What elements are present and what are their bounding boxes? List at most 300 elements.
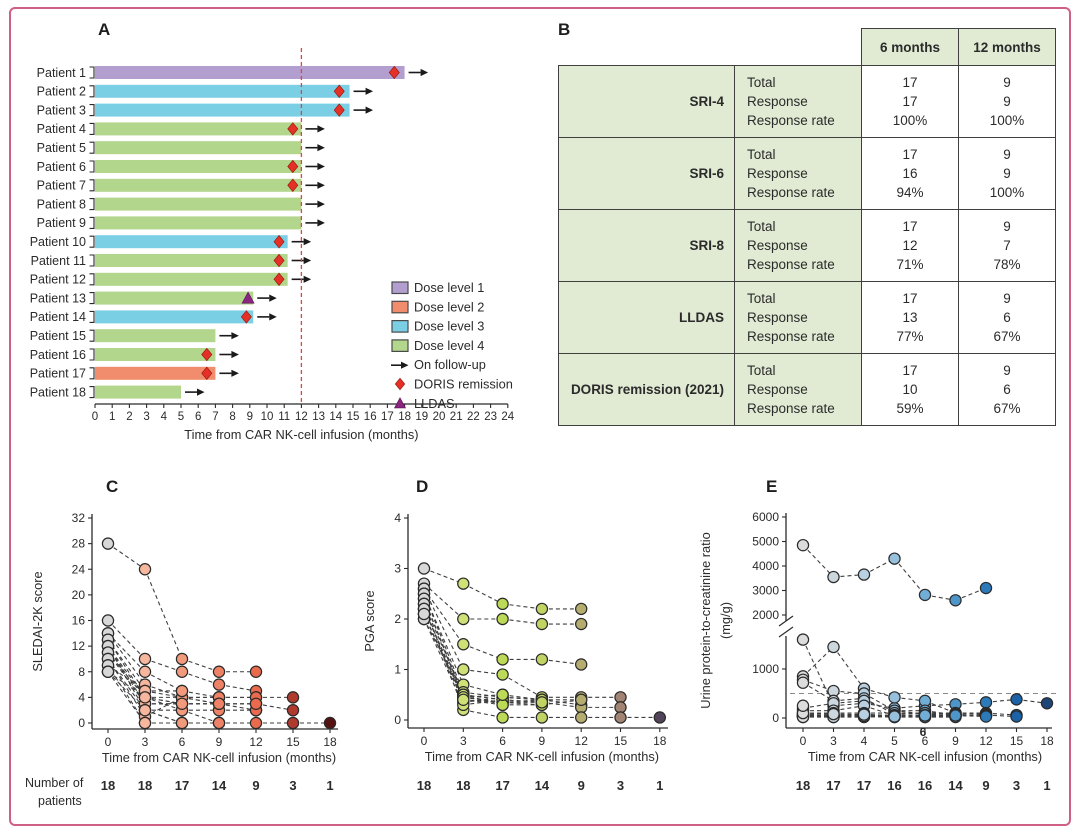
data-point xyxy=(139,653,150,664)
x-tick-label: 20 xyxy=(432,411,446,423)
x-tick-label: 5 xyxy=(891,734,898,748)
data-point xyxy=(797,677,808,688)
x-tick-label: 7 xyxy=(212,411,219,423)
data-point xyxy=(102,666,113,677)
y-axis-title: (mg/g) xyxy=(718,602,733,639)
table-empty-corner xyxy=(559,29,862,66)
data-point xyxy=(287,705,298,716)
table-value-cell: 9 6 67% xyxy=(959,282,1056,354)
patient-axis-bracket xyxy=(90,349,95,360)
x-tick-label: 9 xyxy=(246,411,254,423)
series-line xyxy=(895,559,926,595)
number-of-patients-value: 18 xyxy=(137,778,153,793)
dose-bar xyxy=(95,273,288,286)
follow-up-arrow-icon-head xyxy=(317,219,325,226)
data-point xyxy=(950,595,961,606)
y-tick-label: 24 xyxy=(71,562,85,577)
data-point xyxy=(139,666,150,677)
x-tick-label: 12 xyxy=(295,411,308,423)
y-tick-label: 4 xyxy=(394,511,401,525)
number-of-patients-value: 16 xyxy=(887,778,902,793)
x-tick-label: 3 xyxy=(830,734,837,748)
data-point xyxy=(176,717,187,728)
patient-label: Patient 17 xyxy=(29,366,86,381)
follow-up-arrow-icon-head xyxy=(304,238,312,245)
data-point xyxy=(980,582,991,593)
number-of-patients-value: 18 xyxy=(100,778,116,793)
data-point xyxy=(536,712,547,723)
data-point xyxy=(576,603,587,614)
y-tick-label: 6000 xyxy=(752,510,779,524)
dose-bar xyxy=(95,386,181,399)
data-point xyxy=(176,653,187,664)
y-tick-label: 16 xyxy=(71,613,85,628)
dose-bar xyxy=(95,122,301,135)
series-line xyxy=(145,697,182,716)
x-tick-label: 14 xyxy=(329,411,343,423)
data-point xyxy=(828,641,839,652)
number-of-patients-value: 18 xyxy=(456,778,471,793)
series-line xyxy=(463,644,502,659)
data-point xyxy=(176,685,187,696)
data-point xyxy=(213,666,224,677)
patient-label: Patient 11 xyxy=(30,253,86,268)
patient-label: Patient 15 xyxy=(29,329,86,343)
patient-axis-bracket xyxy=(90,217,95,228)
data-point xyxy=(497,669,508,680)
data-point xyxy=(1011,694,1022,705)
series-line xyxy=(145,672,182,691)
data-point xyxy=(919,589,930,600)
data-point xyxy=(536,618,547,629)
series-line xyxy=(803,545,834,577)
dose-bar xyxy=(95,104,350,117)
data-point xyxy=(576,659,587,670)
patient-label: Patient 9 xyxy=(36,216,86,231)
patient-axis-bracket xyxy=(90,161,95,172)
series-line xyxy=(463,584,502,604)
data-point xyxy=(576,712,587,723)
y-tick-label: 12 xyxy=(71,639,85,654)
x-axis-title: Time from CAR NK-cell infusion (months) xyxy=(807,749,1043,764)
data-point xyxy=(458,613,469,624)
data-point xyxy=(858,569,869,580)
data-point xyxy=(497,689,508,700)
x-tick-label: 0 xyxy=(420,734,428,748)
data-point xyxy=(536,654,547,665)
data-point xyxy=(654,712,665,723)
panel-e-upcr-chart xyxy=(680,470,1080,833)
data-point xyxy=(102,538,113,549)
x-tick-label: 13 xyxy=(312,411,325,423)
y-tick-label: 0 xyxy=(78,716,85,730)
data-point xyxy=(139,705,150,716)
patient-axis-bracket xyxy=(90,368,95,379)
number-of-patients-value: 14 xyxy=(948,778,963,793)
x-tick-label: 17 xyxy=(381,411,394,423)
data-point xyxy=(250,717,261,728)
data-point xyxy=(576,618,587,629)
panel-a-swimmer-chart xyxy=(20,20,560,465)
y-tick-label: 0 xyxy=(394,713,401,727)
number-of-patients-value: 14 xyxy=(211,778,227,793)
patient-axis-bracket xyxy=(90,330,95,341)
dose-bar xyxy=(95,329,215,342)
data-point xyxy=(980,697,991,708)
follow-up-arrow-icon-head xyxy=(317,144,325,151)
follow-up-arrow-icon-head xyxy=(317,125,325,132)
y-tick-label: 28 xyxy=(71,536,85,551)
table-group-label: SRI-6 xyxy=(559,138,735,210)
y-tick-label: 8 xyxy=(78,664,85,679)
x-axis-title: Time from CAR NK-cell infusion (months) xyxy=(184,427,419,442)
patient-axis-bracket xyxy=(90,255,95,266)
patient-axis-bracket xyxy=(90,105,95,116)
x-tick-label: 9 xyxy=(952,734,959,748)
legend-label: Dose level 1 xyxy=(414,280,485,295)
follow-up-arrow-icon-head xyxy=(317,163,325,170)
x-tick-label: 1 xyxy=(108,411,116,423)
table-group-label: LLDAS xyxy=(559,282,735,354)
panel-c-label: C xyxy=(106,477,119,496)
x-tick-label: 6 xyxy=(921,734,929,748)
table-metric-cell: Total Response Response rate xyxy=(735,282,862,354)
panel-d-pga-chart xyxy=(350,470,670,833)
patient-label: Patient 8 xyxy=(36,197,86,212)
data-point xyxy=(536,603,547,614)
data-point xyxy=(828,571,839,582)
follow-up-arrow-icon-head xyxy=(269,295,277,302)
data-point xyxy=(213,698,224,709)
patient-label: Patient 12 xyxy=(29,272,86,287)
data-point xyxy=(615,712,626,723)
patient-label: Patient 13 xyxy=(29,291,86,306)
data-point xyxy=(889,553,900,564)
x-tick-label: 0 xyxy=(91,411,99,423)
series-line xyxy=(108,544,145,570)
y-tick-label: 1 xyxy=(394,662,401,677)
data-point xyxy=(797,540,808,551)
x-tick-label: 18 xyxy=(1040,734,1054,748)
number-of-patients-value: 1 xyxy=(1043,778,1051,793)
number-of-patients-value: 17 xyxy=(856,778,872,793)
x-tick-label: 18 xyxy=(323,735,337,749)
patient-axis-bracket xyxy=(90,67,95,78)
data-point xyxy=(828,708,839,719)
number-of-patients-value: 16 xyxy=(917,778,933,793)
follow-up-arrow-icon-head xyxy=(366,88,374,95)
patient-label: Patient 5 xyxy=(36,141,86,155)
series-line xyxy=(424,569,463,584)
patient-label: Patient 2 xyxy=(36,84,86,99)
data-point xyxy=(536,697,547,708)
data-point xyxy=(418,608,429,619)
legend-label: Dose level 4 xyxy=(414,337,485,353)
panel-c-sledai-chart xyxy=(20,470,349,833)
follow-up-arrow-icon-head xyxy=(231,332,239,339)
x-tick-label: 6 xyxy=(194,411,202,423)
number-of-patients-value: 9 xyxy=(252,778,260,793)
x-tick-label: 15 xyxy=(613,734,628,748)
legend-label: On follow-up xyxy=(414,357,486,373)
x-tick-label: 21 xyxy=(449,411,463,423)
legend-label: LLDAS xyxy=(414,395,455,411)
x-tick-label: 12 xyxy=(574,734,588,748)
data-point xyxy=(797,700,808,711)
legend-diamond-icon xyxy=(395,378,405,390)
data-point xyxy=(250,698,261,709)
legend-arrow-icon-head xyxy=(401,362,409,369)
panel-b-response-table xyxy=(558,28,1056,426)
number-of-patients-value: 9 xyxy=(577,778,585,793)
x-tick-label: 18 xyxy=(398,411,411,423)
x-tick-label: 15 xyxy=(286,735,300,749)
patient-label: Patient 3 xyxy=(36,103,86,118)
number-of-patients-value: 17 xyxy=(495,778,510,793)
data-point xyxy=(1041,698,1052,709)
data-point xyxy=(797,634,808,645)
panel-a-label: A xyxy=(98,20,111,39)
y-tick-label: 4000 xyxy=(752,559,779,573)
table-value-cell: 17 10 59% xyxy=(862,354,959,426)
response-rate-table xyxy=(558,28,1056,426)
table-value-cell: 17 13 77% xyxy=(862,282,959,354)
table-metric-cell: Total Response Response rate xyxy=(735,66,862,138)
x-tick-label: 3 xyxy=(143,411,150,423)
patient-label: Patient 16 xyxy=(29,347,86,362)
table-group-label: SRI-8 xyxy=(559,210,735,282)
table-column-header: 12 months xyxy=(959,29,1056,66)
patient-axis-bracket xyxy=(90,180,95,191)
follow-up-arrow-icon-head xyxy=(231,351,239,358)
number-of-patients-value: 14 xyxy=(534,778,550,793)
dose-bar xyxy=(95,216,301,229)
data-point xyxy=(458,578,469,589)
data-point xyxy=(176,666,187,677)
dose-bar xyxy=(95,310,253,323)
number-of-patients-value: 17 xyxy=(174,778,190,793)
dose-bar xyxy=(95,348,215,361)
data-point xyxy=(139,692,150,703)
dose-bar xyxy=(95,179,301,192)
data-point xyxy=(287,717,298,728)
y-axis-title: PGA score xyxy=(362,590,377,652)
data-point xyxy=(324,717,335,728)
patient-axis-bracket xyxy=(90,387,95,398)
dose-bar xyxy=(95,367,215,380)
patient-axis-bracket xyxy=(90,123,95,134)
x-tick-label: 3 xyxy=(459,734,467,748)
dose-bar xyxy=(95,198,301,211)
x-tick-label: 4 xyxy=(860,734,868,748)
patient-axis-bracket xyxy=(90,142,95,153)
patient-axis-bracket xyxy=(90,293,95,304)
data-point xyxy=(139,717,150,728)
patient-label: Patient 7 xyxy=(36,178,86,193)
follow-up-arrow-icon-head xyxy=(231,370,239,377)
patient-label: Patient 14 xyxy=(29,310,86,325)
data-point xyxy=(497,613,508,624)
table-value-cell: 17 12 71% xyxy=(862,210,959,282)
y-tick-label: 2 xyxy=(394,612,401,626)
x-tick-label: 0 xyxy=(104,735,112,749)
patient-label: Patient 4 xyxy=(36,122,86,137)
stray-tick-artifact: 6 xyxy=(919,725,927,739)
data-point xyxy=(889,692,900,703)
patient-axis-bracket xyxy=(90,199,95,210)
data-point xyxy=(1011,711,1022,722)
y-axis-title: Urine protein-to-creatinine ratio xyxy=(698,532,713,709)
patient-axis-bracket xyxy=(90,274,95,285)
data-point xyxy=(213,717,224,728)
data-point xyxy=(458,664,469,675)
y-tick-label: 5000 xyxy=(752,534,779,549)
dose-bar xyxy=(95,235,288,248)
x-tick-label: 2 xyxy=(126,411,133,423)
x-tick-label: 16 xyxy=(363,411,377,423)
patient-label: Patient 6 xyxy=(36,159,86,174)
x-axis-title: Time from CAR NK-cell infusion (months) xyxy=(424,749,659,764)
legend-label: Dose level 3 xyxy=(414,318,485,334)
dose-bar xyxy=(95,66,405,79)
number-of-patients-value: 3 xyxy=(616,778,625,793)
y-tick-label: 20 xyxy=(71,587,85,602)
y-tick-label: 4 xyxy=(78,690,85,705)
data-point xyxy=(497,712,508,723)
x-tick-label: 6 xyxy=(178,735,186,749)
table-value-cell: 9 7 78% xyxy=(959,210,1056,282)
follow-up-arrow-icon-head xyxy=(421,69,429,76)
panel-e-label: E xyxy=(766,477,778,496)
dose-bar xyxy=(95,141,301,154)
table-value-cell: 9 9 100% xyxy=(959,66,1056,138)
table-group-label: DORIS remission (2021) xyxy=(559,354,735,426)
table-column-header: 6 months xyxy=(862,29,959,66)
dose-bar xyxy=(95,254,288,267)
follow-up-arrow-icon-head xyxy=(304,276,312,283)
x-tick-label: 6 xyxy=(499,734,506,748)
follow-up-arrow-icon-head xyxy=(317,201,325,208)
panel-d-label: D xyxy=(416,477,429,496)
patient-axis-bracket xyxy=(90,311,95,322)
data-point xyxy=(250,666,261,677)
patient-axis-bracket xyxy=(90,236,95,247)
data-point xyxy=(497,654,508,665)
follow-up-arrow-icon-head xyxy=(304,257,312,264)
data-point xyxy=(418,563,429,574)
data-point xyxy=(919,710,930,721)
legend-triangle-icon xyxy=(395,398,406,408)
number-of-patients-value: 18 xyxy=(416,778,432,793)
legend-label: DORIS remission xyxy=(414,376,513,392)
panel-b-label: B xyxy=(558,20,571,39)
number-of-patients-value: 3 xyxy=(289,778,297,793)
number-of-patients-value: 18 xyxy=(795,778,811,793)
y-tick-label: 0 xyxy=(772,711,779,725)
x-tick-label: 11 xyxy=(278,411,291,423)
legend-swatch xyxy=(392,301,408,313)
dose-bar xyxy=(95,292,253,305)
number-of-patients-value: 1 xyxy=(656,778,664,793)
y-tick-label: 3 xyxy=(394,561,401,576)
number-of-patients-value: 1 xyxy=(326,778,334,793)
number-of-patients-label: Number of xyxy=(25,776,84,790)
table-metric-cell: Total Response Response rate xyxy=(735,354,862,426)
data-point xyxy=(458,639,469,650)
number-of-patients-value: 3 xyxy=(1012,778,1021,793)
data-point xyxy=(858,709,869,720)
legend-swatch xyxy=(392,282,408,294)
data-point xyxy=(176,698,187,709)
follow-up-arrow-icon-head xyxy=(197,389,205,396)
table-metric-cell: Total Response Response rate xyxy=(735,138,862,210)
x-tick-label: 4 xyxy=(160,411,168,423)
dose-bar xyxy=(95,160,301,173)
x-tick-label: 0 xyxy=(799,734,807,748)
dose-bar xyxy=(95,85,350,98)
legend-swatch xyxy=(392,340,408,352)
axis-break-mark xyxy=(779,627,793,637)
x-tick-label: 8 xyxy=(229,411,236,423)
data-point xyxy=(139,564,150,575)
table-value-cell: 9 6 67% xyxy=(959,354,1056,426)
table-group-label: SRI-4 xyxy=(559,66,735,138)
series-line xyxy=(145,569,182,659)
patient-axis-bracket xyxy=(90,86,95,97)
x-tick-label: 5 xyxy=(177,411,185,423)
data-point xyxy=(576,694,587,705)
number-of-patients-value: 17 xyxy=(826,778,841,793)
data-point xyxy=(213,679,224,690)
data-point xyxy=(950,710,961,721)
y-axis-title: SLEDAI-2K score xyxy=(30,571,45,672)
x-tick-label: 22 xyxy=(467,411,480,423)
patient-label: Patient 10 xyxy=(29,235,86,249)
data-point xyxy=(980,711,991,722)
x-tick-label: 10 xyxy=(260,411,274,423)
table-value-cell: 17 17 100% xyxy=(862,66,959,138)
x-axis-title: Time from CAR NK-cell infusion (months) xyxy=(101,750,337,765)
series-line xyxy=(834,647,865,689)
data-point xyxy=(458,694,469,705)
number-of-patients-label: patients xyxy=(38,794,82,808)
data-point xyxy=(102,615,113,626)
patient-label: Patient 18 xyxy=(29,385,86,400)
x-tick-label: 9 xyxy=(538,734,546,748)
table-metric-cell: Total Response Response rate xyxy=(735,210,862,282)
x-tick-label: 15 xyxy=(346,411,360,423)
legend-swatch xyxy=(392,321,408,333)
legend-label: Dose level 2 xyxy=(414,299,485,315)
x-tick-label: 23 xyxy=(484,411,497,423)
follow-up-arrow-icon-head xyxy=(317,182,325,189)
follow-up-arrow-icon-head xyxy=(366,107,374,114)
x-tick-label: 3 xyxy=(141,735,149,749)
follow-up-arrow-icon-head xyxy=(269,313,277,320)
number-of-patients-value: 9 xyxy=(982,778,990,793)
x-tick-label: 9 xyxy=(215,735,223,749)
patient-label: Patient 1 xyxy=(36,65,86,80)
x-tick-label: 24 xyxy=(501,411,515,423)
data-point xyxy=(497,598,508,609)
table-value-cell: 17 16 94% xyxy=(862,138,959,210)
x-tick-label: 12 xyxy=(249,735,263,749)
data-point xyxy=(287,692,298,703)
data-point xyxy=(889,711,900,722)
y-tick-label: 1000 xyxy=(752,662,779,676)
y-tick-label: 2000 xyxy=(752,608,779,622)
x-tick-label: 18 xyxy=(653,734,667,748)
